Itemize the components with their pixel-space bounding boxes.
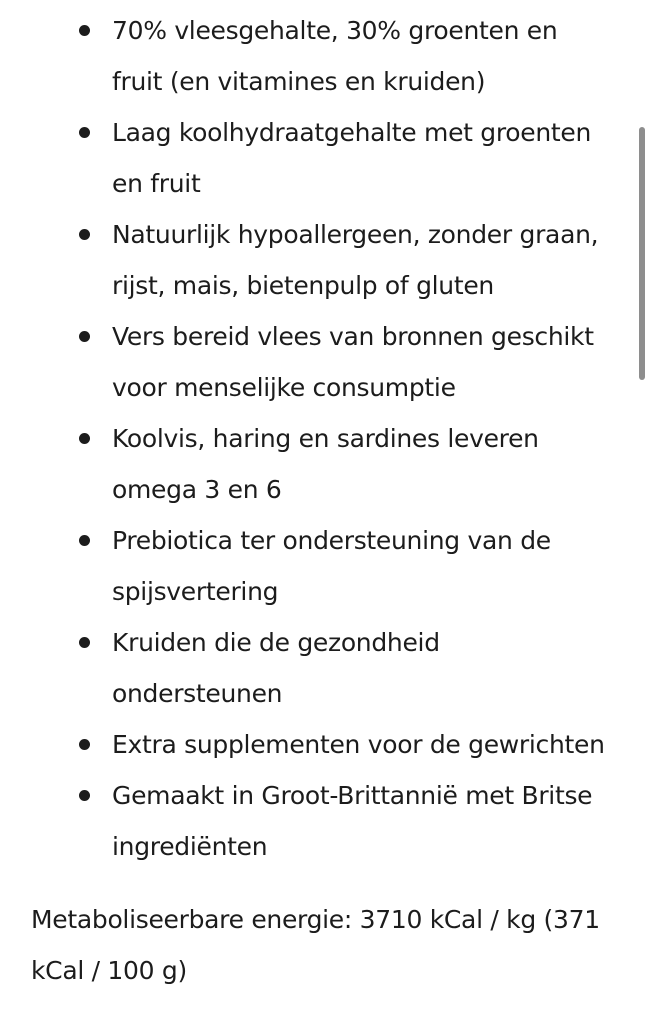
feature-text: Koolvis, haring en sardines leveren omega 3 en 6 — [112, 424, 539, 504]
list-item — [0, 209, 626, 311]
feature-text: Vers bereid vlees van bronnen geschikt voor menselijke consumptie — [112, 322, 594, 402]
list-item — [0, 413, 626, 515]
list-item — [0, 311, 626, 413]
bullet-icon — [79, 25, 90, 36]
feature-text: Gemaakt in Groot-Brittannië met Britse ingrediënten — [112, 781, 593, 861]
energy-info: Metaboliseerbare energie: 3710 kCal / kg (371 kCal / 100 g) — [31, 905, 600, 985]
list-item — [0, 617, 626, 719]
scrollbar-thumb[interactable] — [639, 127, 645, 380]
bullet-icon — [79, 790, 90, 801]
feature-text: Laag koolhydraatgehalte met groenten en fruit — [112, 118, 592, 198]
feature-text: Prebiotica ter ondersteuning van de spijsvertering — [112, 526, 551, 606]
bullet-icon — [79, 127, 90, 138]
bullet-icon — [79, 535, 90, 546]
bullet-icon — [79, 433, 90, 444]
feature-text: Extra supplementen voor de gewrichten — [112, 730, 605, 759]
list-item — [0, 719, 626, 770]
bullet-icon — [79, 331, 90, 342]
scrollbar[interactable] — [639, 0, 645, 1024]
list-item — [0, 770, 626, 872]
bullet-icon — [79, 229, 90, 240]
feature-text: Natuurlijk hypoallergeen, zonder graan, rijst, mais, bietenpulp of gluten — [112, 220, 599, 300]
feature-list — [0, 5, 626, 872]
bullet-icon — [79, 739, 90, 750]
feature-text: 70% vleesgehalte, 30% groenten en fruit (en vitamines en kruiden) — [112, 16, 558, 96]
bullet-icon — [79, 637, 90, 648]
list-item — [0, 5, 626, 107]
feature-text: Kruiden die de gezondheid ondersteunen — [112, 628, 440, 708]
list-item — [0, 107, 626, 209]
list-item — [0, 515, 626, 617]
